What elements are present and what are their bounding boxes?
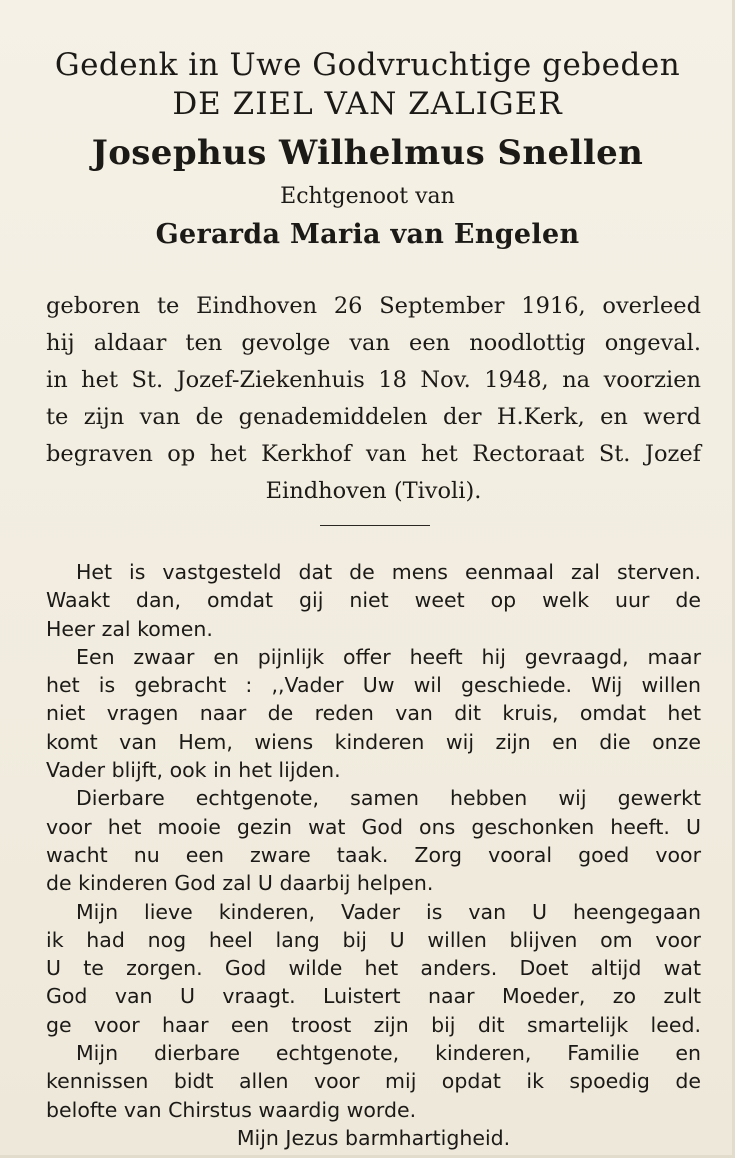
bio-line: in het St. Jozef-Ziekenhuis 18 Nov. 1948, na voorzien bbox=[46, 367, 701, 393]
divider-rule bbox=[320, 525, 430, 526]
text-line: Dierbare echtgenote, samen hebben wij gewerkt bbox=[76, 786, 701, 811]
text-line: kennissen bidt allen voor mij opdat ik spoedig de bbox=[46, 1069, 701, 1094]
spouse-label: Echtgenoot van bbox=[280, 184, 455, 209]
bio-line: Eindhoven (Tivoli). bbox=[265, 478, 482, 504]
text-line: Mijn lieve kinderen, Vader is van U heengegaan bbox=[76, 899, 701, 924]
text-line: belofte van Chirstus waardig worde. bbox=[46, 1097, 417, 1122]
text-line: Vader blijft, ook in het lijden. bbox=[46, 758, 341, 783]
text-line: Een zwaar en pijnlijk offer heeft hij gevraagd, maar bbox=[76, 644, 701, 669]
text-line: Mijn dierbare echtgenote, kinderen, Familie en bbox=[76, 1041, 701, 1066]
intro-line: Gedenk in Uwe Godvruchtige gebeden bbox=[54, 47, 681, 83]
text-line: het is gebracht : ,,Vader Uw wil geschiede. Wij willen bbox=[46, 673, 701, 698]
deceased-name: Josephus Wilhelmus Snellen bbox=[91, 133, 644, 173]
text-line: Het is vastgesteld dat de mens eenmaal zal sterven. bbox=[76, 560, 701, 584]
text-line: Mijn Jezus barmhartigheid. bbox=[236, 1125, 511, 1150]
text-line: Waakt dan, omdat gij niet weet op welk uur de bbox=[46, 588, 701, 613]
text-line: U te zorgen. God wilde het anders. Doet altijd wat bbox=[46, 956, 701, 981]
card-header bbox=[0, 46, 735, 256]
memorial-text bbox=[46, 558, 701, 1152]
text-line: niet vragen naar de reden van dit kruis, omdat het bbox=[46, 701, 701, 726]
subtitle-line: DE ZIEL VAN ZALIGER bbox=[172, 86, 563, 122]
text-line: komt van Hem, wiens kinderen wij zijn en die onze bbox=[46, 729, 701, 754]
text-line: Heer zal komen. bbox=[46, 616, 213, 641]
bio-line: hij aldaar ten gevolge van een noodlottig ongeval. bbox=[46, 330, 701, 356]
biography bbox=[46, 288, 701, 510]
text-line: voor het mooie gezin wat God ons geschonken heeft. U bbox=[46, 814, 701, 839]
spouse-name: Gerarda Maria van Engelen bbox=[155, 219, 580, 250]
text-line: God van U vraagt. Luistert naar Moeder, zo zult bbox=[46, 984, 701, 1009]
text-line: ik had nog heel lang bij U willen blijven om voor bbox=[46, 927, 701, 952]
text-line: wacht nu een zware taak. Zorg vooral goed voor bbox=[46, 842, 701, 867]
bio-line: geboren te Eindhoven 26 September 1916, overleed bbox=[46, 293, 701, 319]
bio-line: te zijn van de genademiddelen der H.Kerk, en werd bbox=[46, 404, 701, 430]
text-line: ge voor haar een troost zijn bij dit smartelijk leed. bbox=[46, 1012, 701, 1037]
bio-line: begraven op het Kerkhof van het Rectoraat St. Jozef bbox=[46, 441, 701, 467]
text-line: de kinderen God zal U daarbij helpen. bbox=[46, 871, 434, 896]
